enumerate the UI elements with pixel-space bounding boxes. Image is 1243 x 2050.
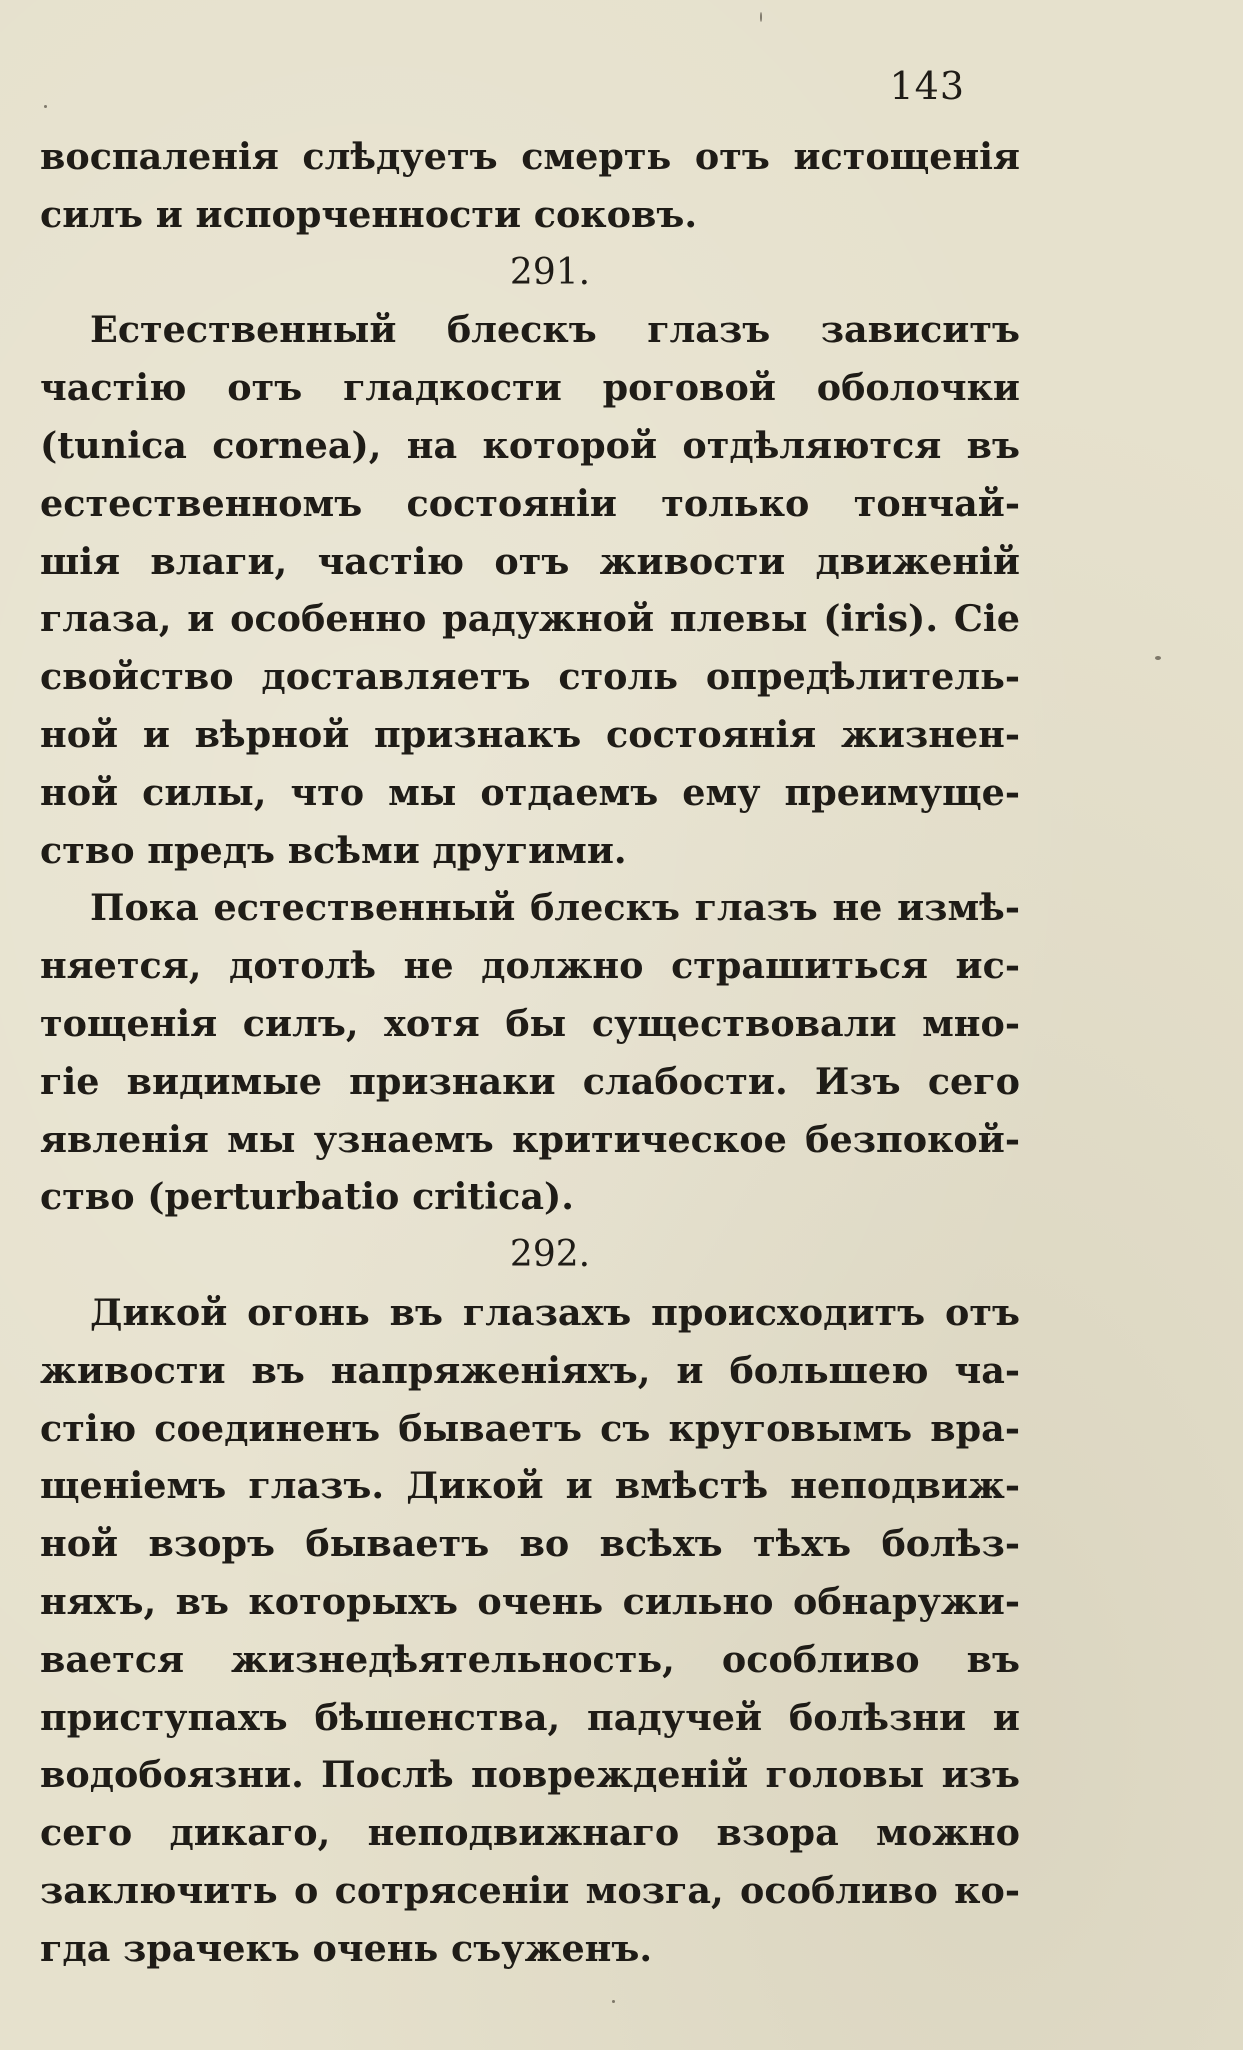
text-line: глаза, и особенно радужной плевы (iris). Сіе <box>40 597 1020 641</box>
text-line: приступахъ бѣшенства, падучей болѣзни и <box>40 1695 1020 1739</box>
text-line: щеніемъ глазъ. Дикой и вмѣстѣ неподвиж- <box>40 1464 1020 1508</box>
print-speck <box>44 105 47 108</box>
text-line: сего дикаго, неподвижнаго взора можно <box>40 1811 1020 1855</box>
section-number: 292. <box>509 1234 591 1276</box>
print-speck <box>612 2000 615 2003</box>
text-line: тощенія силъ, хотя бы существовали мно- <box>40 1001 1020 1045</box>
text-line: ство предъ всѣми другими. <box>40 828 627 872</box>
text-line: свойство доставляетъ столь опредѣлитель- <box>40 655 1020 699</box>
text-line: воспаленія слѣдуетъ смерть отъ истощенія <box>40 135 1020 178</box>
page-number: 143 <box>889 64 965 108</box>
body-text <box>40 128 1020 1978</box>
text-line: (tunica cornea), на которой отдѣляются въ <box>40 423 1020 467</box>
text-line: частію отъ гладкости роговой оболочки <box>40 366 1020 410</box>
text-line: стію соединенъ бываетъ съ круговымъ вра- <box>40 1406 1020 1450</box>
text-line: ной и вѣрной признакъ состоянія жизнен- <box>40 712 1020 756</box>
print-speck <box>1155 656 1161 660</box>
text-line: ной взоръ бываетъ во всѣхъ тѣхъ болѣз- <box>40 1522 1020 1566</box>
text-line: Дикой огонь въ глазахъ происходитъ отъ <box>90 1290 1020 1334</box>
text-line: шія влаги, частію отъ живости движеній <box>40 539 1020 583</box>
text-line: гда зрачекъ очень съуженъ. <box>40 1926 653 1970</box>
print-speck <box>760 12 762 22</box>
text-line: Естественный блескъ глазъ зависитъ <box>90 308 1020 352</box>
text-line: силъ и испорченности соковъ. <box>40 192 698 236</box>
text-line: няхъ, въ которыхъ очень сильно обнаружи- <box>40 1579 1020 1623</box>
text-line: живости въ напряженіяхъ, и большею ча- <box>40 1348 1020 1392</box>
text-line: гіе видимые признаки слабости. Изъ сего <box>40 1059 1020 1103</box>
text-line: няется, дотолѣ не должно страшиться ис- <box>40 944 1020 988</box>
text-line: водобоязни. Послѣ поврежденій головы изъ <box>40 1753 1020 1797</box>
section-number: 291. <box>509 251 591 293</box>
text-line: вается жизнедѣятельность, особливо въ <box>40 1637 1020 1681</box>
text-line: явленія мы узнаемъ критическое безпокой- <box>40 1117 1020 1161</box>
text-line: Пока естественный блескъ глазъ не измѣ- <box>90 886 1020 930</box>
text-line: естественномъ состояніи только тончай- <box>40 481 1020 525</box>
text-line: ство (perturbatio critica). <box>40 1175 574 1219</box>
text-line: ной силы, что мы отдаемъ ему преимуще- <box>40 770 1020 814</box>
text-line: заключить о сотрясеніи мозга, особливо ко- <box>40 1868 1020 1912</box>
